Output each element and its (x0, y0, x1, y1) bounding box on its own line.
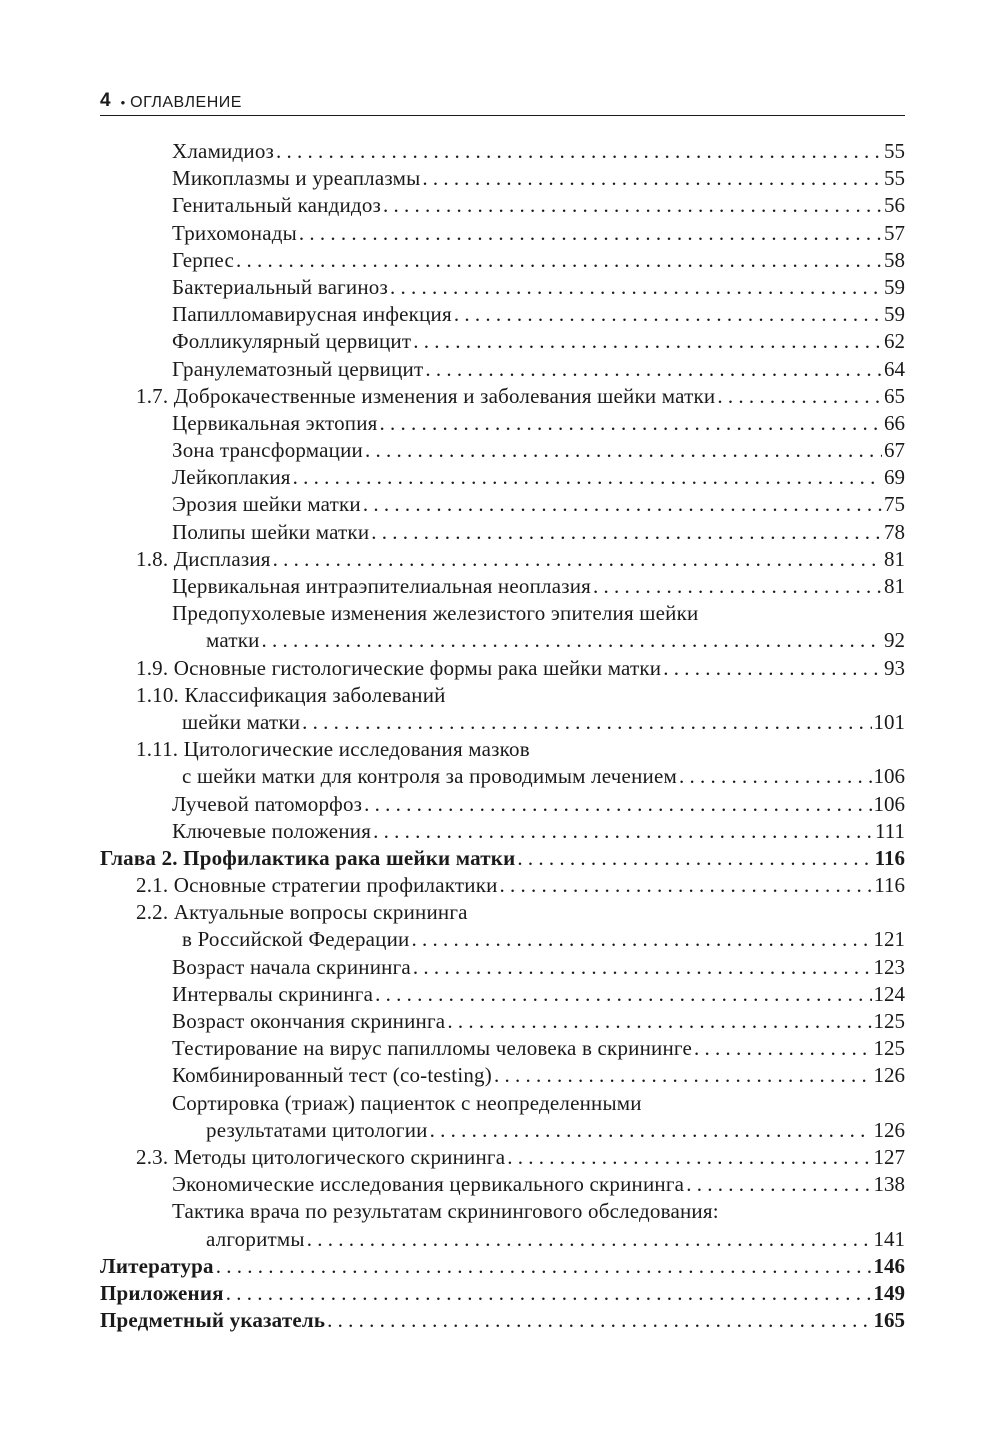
toc-leader-dots (411, 927, 871, 952)
toc-entry-page: 123 (873, 954, 905, 979)
toc-entry-title: Микоплазмы и уреаплазмы (172, 166, 421, 191)
toc-leader-dots (500, 873, 873, 898)
toc-entry-page: 62 (884, 329, 905, 354)
toc-entry-first-line (100, 1199, 905, 1226)
table-of-contents (100, 139, 905, 1335)
toc-leader-dots (226, 1281, 872, 1306)
toc-section-first-line (100, 737, 905, 764)
toc-leader-dots (447, 1009, 871, 1034)
toc-entry-title: Трихомонады (172, 220, 297, 245)
toc-entry (100, 819, 905, 846)
toc-entry-page: 81 (884, 546, 905, 571)
toc-entry-page: 149 (873, 1280, 905, 1305)
toc-entry-page: 69 (884, 465, 905, 490)
toc-entry (100, 166, 905, 193)
toc-leader-dots (302, 710, 871, 735)
page-number: 4 (100, 90, 111, 111)
toc-entry-page: 56 (884, 193, 905, 218)
toc-chapter (100, 1254, 905, 1281)
toc-entry-page: 65 (884, 383, 905, 408)
toc-leader-dots (293, 465, 882, 490)
toc-entry (100, 302, 905, 329)
toc-leader-dots (371, 520, 882, 545)
toc-entry-title: Глава 2. Профилактика рака шейки матки (100, 845, 516, 870)
toc-entry (100, 574, 905, 601)
toc-section (100, 656, 905, 683)
toc-entry-page: 66 (884, 410, 905, 435)
toc-entry-title: Эрозия шейки матки (172, 492, 361, 517)
toc-leader-dots (364, 792, 871, 817)
toc-section (100, 1145, 905, 1172)
toc-entry-title: Полипы шейки матки (172, 519, 370, 544)
toc-entry (100, 139, 905, 166)
running-title: ОГЛАВЛЕНИЕ (130, 94, 242, 111)
toc-section-first-line (100, 900, 905, 927)
toc-entry-title: Сортировка (триаж) пациенток с неопределенными (172, 1090, 642, 1115)
toc-entry-page: 127 (873, 1144, 905, 1169)
toc-entry-page: 59 (884, 302, 905, 327)
toc-leader-dots (454, 302, 882, 327)
toc-leader-dots (363, 492, 882, 517)
toc-entry-title: 1.7. Доброкачественные изменения и заболевания шейки матки (136, 383, 716, 408)
toc-entry-title: Гранулематозный цервицит (172, 356, 424, 381)
toc-entry-title: Лейкоплакия (172, 465, 291, 490)
toc-entry-title: Фолликулярный цервицит (172, 329, 412, 354)
toc-entry-first-line (100, 601, 905, 628)
toc-entry-title: Литература (100, 1253, 214, 1278)
toc-leader-dots (679, 764, 872, 789)
toc-leader-dots (686, 1172, 871, 1197)
toc-leader-dots (262, 628, 882, 653)
toc-leader-dots (373, 819, 873, 844)
toc-section (100, 384, 905, 411)
toc-entry-title: 1.10. Классификация заболеваний (136, 682, 446, 707)
toc-entry-title: Комбинированный тест (co-testing) (172, 1063, 492, 1088)
toc-entry (100, 438, 905, 465)
toc-entry-title: 2.3. Методы цитологического скрининга (136, 1144, 506, 1169)
toc-entry-page: 57 (884, 220, 905, 245)
toc-entry-title: Папилломавирусная инфекция (172, 302, 452, 327)
toc-entry-title: 1.8. Дисплазия (136, 546, 271, 571)
toc-entry-page: 64 (884, 356, 905, 381)
toc-entry-page: 59 (884, 274, 905, 299)
toc-leader-dots (413, 955, 872, 980)
toc-chapter (100, 846, 905, 873)
toc-entry-title: Предопухолевые изменения железистого эпителия шейки (172, 601, 699, 626)
toc-entry-page: 126 (873, 1117, 905, 1142)
toc-entry-title: Зона трансформации (172, 438, 363, 463)
toc-entry-page: 125 (873, 1009, 905, 1033)
toc-entry-title: Ключевые положения (172, 818, 372, 843)
toc-entry-title: Интервалы скрининга (172, 981, 374, 1006)
toc-leader-dots (299, 221, 882, 246)
toc-entry-page: 116 (874, 845, 905, 870)
toc-section-continuation (100, 927, 905, 954)
toc-leader-dots (413, 329, 882, 354)
toc-entry-page: 111 (875, 818, 905, 843)
toc-entry-title: 1.11. Цитологические исследования мазков (136, 737, 530, 762)
toc-leader-dots (307, 1227, 872, 1252)
toc-entry (100, 275, 905, 302)
toc-entry (100, 221, 905, 248)
toc-entry-continuation (100, 1227, 905, 1254)
toc-entry-title: 2.2. Актуальные вопросы скрининга (136, 900, 468, 925)
toc-leader-dots (717, 384, 882, 409)
toc-entry-page: 55 (884, 139, 905, 163)
toc-entry (100, 411, 905, 438)
toc-leader-dots (327, 1308, 871, 1333)
toc-entry (100, 955, 905, 982)
toc-entry-page: 55 (884, 166, 905, 191)
toc-leader-dots (663, 656, 882, 681)
toc-leader-dots (593, 574, 882, 599)
toc-entry-page: 92 (884, 628, 905, 653)
toc-entry-title: Тактика врача по результатам скринингового обследования: (172, 1199, 719, 1224)
toc-entry (100, 1036, 905, 1063)
toc-entry (100, 248, 905, 275)
toc-leader-dots (216, 1254, 872, 1279)
toc-entry-page: 81 (884, 574, 905, 598)
toc-section-continuation (100, 710, 905, 737)
toc-leader-dots (236, 248, 882, 273)
toc-leader-dots (390, 275, 882, 300)
toc-entry (100, 520, 905, 547)
toc-chapter (100, 1308, 905, 1335)
toc-entry (100, 357, 905, 384)
toc-entry-page: 125 (873, 1036, 905, 1061)
toc-entry-page: 146 (873, 1253, 905, 1278)
toc-entry (100, 982, 905, 1009)
toc-chapter (100, 1281, 905, 1308)
toc-entry-page: 138 (873, 1172, 905, 1197)
toc-leader-dots (422, 166, 882, 191)
toc-entry-title: Экономические исследования цервикального скрининга (172, 1172, 685, 1197)
toc-entry-title: Герпес (172, 247, 234, 272)
toc-entry-title: Цервикальная интраэпителиальная неоплазия (172, 574, 592, 598)
toc-section-first-line (100, 683, 905, 710)
toc-entry-page: 116 (874, 873, 905, 898)
toc-leader-dots (276, 139, 882, 164)
toc-entry-title: Лучевой патоморфоз (172, 791, 363, 816)
toc-entry-page: 121 (873, 927, 905, 952)
toc-entry-page: 124 (873, 981, 905, 1006)
toc-entry-title: с шейки матки для контроля за проводимым лечением (182, 764, 677, 789)
toc-entry (100, 465, 905, 492)
toc-entry-title: Бактериальный вагиноз (172, 274, 388, 299)
toc-leader-dots (375, 982, 871, 1007)
toc-entry-page: 75 (884, 492, 905, 517)
running-header (100, 86, 905, 116)
toc-leader-dots (507, 1145, 871, 1170)
toc-leader-dots (383, 193, 882, 218)
toc-entry-page: 78 (884, 519, 905, 544)
toc-entry-title: Генитальный кандидоз (172, 193, 382, 218)
toc-entry-page: 67 (884, 438, 905, 463)
toc-entry-title: Приложения (100, 1280, 224, 1305)
toc-section (100, 547, 905, 574)
toc-entry-continuation (100, 1118, 905, 1145)
toc-section (100, 873, 905, 900)
toc-entry-title: 1.9. Основные гистологические формы рака шейки матки (136, 655, 662, 680)
toc-leader-dots (365, 438, 882, 463)
toc-entry-continuation (100, 628, 905, 655)
toc-entry-first-line (100, 1091, 905, 1118)
toc-leader-dots (380, 411, 882, 436)
toc-entry (100, 329, 905, 356)
toc-entry-title: Хламидиоз (172, 139, 275, 163)
toc-entry-title: Тестирование на вирус папилломы человека в скрининге (172, 1036, 692, 1061)
toc-leader-dots (494, 1063, 872, 1088)
header-bullet: • (120, 95, 126, 110)
toc-entry-page: 58 (884, 247, 905, 272)
toc-entry (100, 1009, 905, 1036)
toc-entry-page: 126 (873, 1063, 905, 1088)
toc-leader-dots (694, 1036, 872, 1061)
toc-entry-page: 93 (884, 655, 905, 680)
toc-entry-title: матки (206, 628, 260, 653)
toc-entry (100, 492, 905, 519)
toc-entry-title: алгоритмы (206, 1226, 305, 1251)
toc-entry (100, 792, 905, 819)
toc-entry-page: 106 (873, 764, 905, 789)
toc-entry-title: результатами цитологии (206, 1117, 428, 1142)
toc-entry-title: шейки матки (182, 709, 301, 734)
toc-leader-dots (430, 1118, 872, 1143)
toc-entry (100, 1063, 905, 1090)
toc-entry-title: в Российской Федерации (182, 927, 410, 952)
toc-leader-dots (517, 846, 872, 871)
toc-leader-dots (425, 357, 882, 382)
toc-entry-title: Возраст начала скрининга (172, 954, 411, 979)
toc-entry-page: 141 (873, 1226, 905, 1251)
toc-entry-page: 165 (873, 1308, 905, 1333)
toc-entry-page: 106 (873, 791, 905, 816)
toc-entry-title: Предметный указатель (100, 1308, 326, 1333)
toc-leader-dots (273, 547, 882, 572)
toc-entry-page: 101 (873, 709, 905, 734)
toc-entry-title: Цервикальная эктопия (172, 410, 378, 435)
toc-entry (100, 1172, 905, 1199)
toc-entry (100, 193, 905, 220)
toc-entry-title: 2.1. Основные стратегии профилактики (136, 873, 498, 898)
toc-entry-title: Возраст окончания скрининга (172, 1009, 446, 1033)
toc-section-continuation (100, 764, 905, 791)
